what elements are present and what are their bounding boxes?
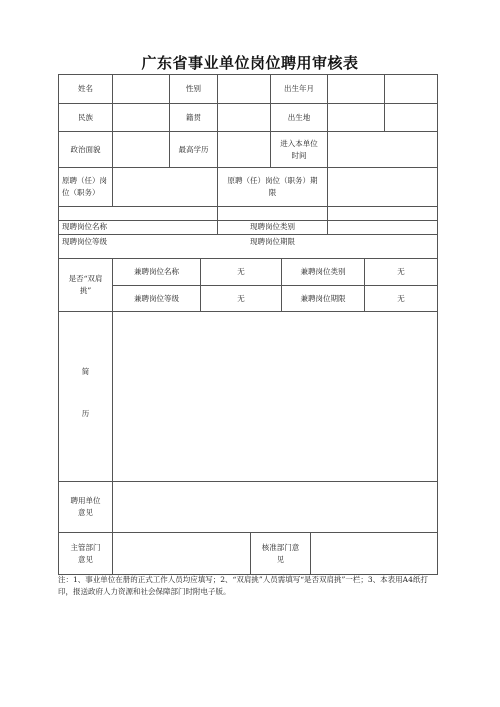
label-political-status: 政治面貌 <box>70 144 101 154</box>
field-name[interactable] <box>113 75 169 103</box>
value-concurrent-name[interactable]: 无 <box>237 267 245 276</box>
field-approval-opinion[interactable] <box>311 533 437 574</box>
label-current-post-period: 现聘岗位期限 <box>250 236 295 246</box>
field-join-time[interactable] <box>328 132 384 167</box>
value-concurrent-level[interactable]: 无 <box>237 293 245 303</box>
label-ethnicity: 民族 <box>78 112 93 122</box>
label-original-post: 原聘（任）岗位（职务） <box>62 176 107 197</box>
field-resume[interactable] <box>113 312 437 481</box>
label-current-post-level: 现聘岗位等级 <box>62 236 107 246</box>
label-gender: 性别 <box>186 84 201 93</box>
field-education[interactable] <box>218 132 270 167</box>
label-native-place: 籍贯 <box>186 112 201 122</box>
label-birthplace: 出生地 <box>287 112 311 122</box>
label-concurrent-name: 兼聘岗位名称 <box>134 267 179 276</box>
label-original-post-period: 原聘（任）岗位（职务）期限 <box>227 176 318 197</box>
field-political-status[interactable] <box>113 132 169 167</box>
value-concurrent-type[interactable]: 无 <box>397 267 405 276</box>
label-concurrent-level: 兼聘岗位等级 <box>134 293 179 303</box>
label-concurrent-type: 兼聘岗位类别 <box>300 267 346 276</box>
form-title: 广东省事业单位岗位聘用审核表 <box>141 54 359 72</box>
label-employer-opinion: 聘用单位意见 <box>70 496 101 517</box>
label-current-post-name: 现聘岗位名称 <box>62 222 107 231</box>
field-birthplace[interactable] <box>328 104 384 131</box>
label-join-time: 进入本单位时间 <box>280 138 318 160</box>
value-concurrent-period[interactable]: 无 <box>397 293 405 303</box>
field-employer-opinion[interactable] <box>113 482 437 532</box>
label-name: 姓名 <box>78 84 93 93</box>
label-current-post-type: 现聘岗位类别 <box>250 222 295 231</box>
label-resume-2: 历 <box>81 409 90 418</box>
label-dual-shoulder: 是否“双肩挑” <box>68 274 103 295</box>
field-gender[interactable] <box>218 75 270 103</box>
field-dept-opinion[interactable] <box>113 533 250 574</box>
field-birth[interactable] <box>328 75 384 103</box>
photo-box <box>385 75 437 167</box>
label-resume-1: 简 <box>81 367 90 376</box>
field-current-post-type[interactable] <box>328 207 437 234</box>
field-original-post-period[interactable] <box>328 168 437 206</box>
field-original-post[interactable] <box>113 168 217 206</box>
footnote: 注：1、事业单位在册的正式工作人员均应填写；2、“双肩挑”人员需填写“是否双肩挑”一栏；3、本表用A4纸打印，报送政府人力资源和社会保障部门时附电子版。 <box>58 575 428 596</box>
label-dept-opinion: 主管部门意见 <box>70 542 101 564</box>
label-education: 最高学历 <box>178 144 209 154</box>
field-native-place[interactable] <box>218 104 270 131</box>
field-ethnicity[interactable] <box>113 104 169 131</box>
field-current-post-period[interactable] <box>328 235 437 258</box>
label-approval-opinion: 核准部门意见 <box>261 542 300 564</box>
table-border-right <box>437 74 438 574</box>
label-birth: 出生年月 <box>284 84 314 93</box>
label-concurrent-period: 兼聘岗位期限 <box>300 293 346 303</box>
